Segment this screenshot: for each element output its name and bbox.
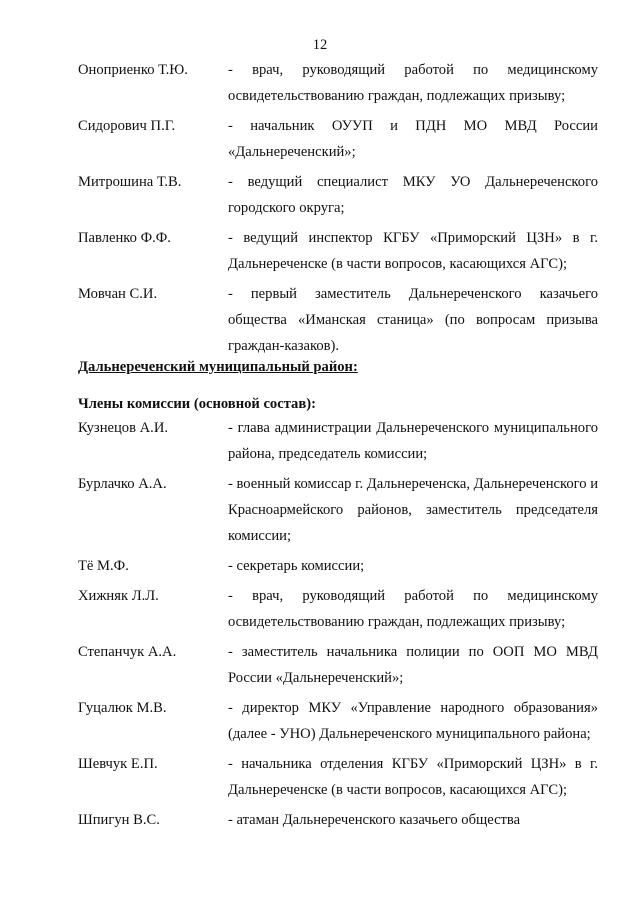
entry-name: Тё М.Ф.: [78, 558, 129, 574]
entry-desc: - начальник ОУУП и ПДН МО МВД России «Дальнереченский»;: [228, 118, 598, 160]
entry-name: Мовчан С.И.: [78, 286, 158, 302]
entry: [78, 169, 598, 221]
entry-name: Митрошина Т.В.: [78, 174, 182, 190]
entry-desc: - глава администрации Дальнереченского муниципального района, председатель комиссии;: [228, 420, 598, 462]
entry: [78, 225, 598, 277]
entry-desc: - ведущий инспектор КГБУ «Приморский ЦЗН» в г. Дальнереченске (в части вопросов, касающихся АГС);: [228, 230, 598, 272]
entry-name: Бурлачко А.А.: [78, 476, 167, 492]
entry-desc: - первый заместитель Дальнереченского казачьего общества «Иманская станица» (по вопросам призыва граждан-казаков).: [228, 286, 598, 354]
entry-name: Степанчук А.А.: [78, 644, 177, 660]
entry-desc: - директор МКУ «Управление народного образования» (далее - УНО) Дальнереченского муниципального района;: [228, 700, 598, 742]
entry: [78, 751, 598, 803]
entry: [78, 113, 598, 165]
entry-desc: - врач, руководящий работой по медицинскому освидетельствованию граждан, подлежащих призыву;: [228, 62, 598, 104]
entry-name: Павленко Ф.Ф.: [78, 230, 171, 246]
entry-name: Оноприенко Т.Ю.: [78, 62, 188, 78]
entry-desc: - военный комиссар г. Дальнереченска, Дальнереченского и Красноармейского районов, заместитель председателя комиссии;: [228, 476, 599, 544]
entry: [78, 639, 598, 691]
entry-name: Гуцалюк М.В.: [78, 700, 167, 716]
entry: [78, 415, 598, 467]
entry: [78, 553, 598, 579]
entry-name: Сидорович П.Г.: [78, 118, 176, 134]
entry: [78, 583, 598, 635]
sub-heading: Члены комиссии (основной состав):: [78, 396, 316, 412]
entry: [78, 281, 598, 359]
entry-desc: - ведущий специалист МКУ УО Дальнереченского городского округа;: [228, 174, 598, 216]
entry-name: Шпигун В.С.: [78, 812, 160, 828]
entry-name: Шевчук Е.П.: [78, 756, 158, 772]
entry-desc: - секретарь комиссии;: [228, 558, 365, 574]
entry-desc: - врач, руководящий работой по медицинскому освидетельствованию граждан, подлежащих призыву;: [228, 588, 598, 630]
entry: [78, 695, 598, 747]
entry: [78, 57, 598, 109]
entry-name: Кузнецов А.И.: [78, 420, 169, 436]
entry: [78, 471, 598, 549]
entry: [78, 807, 598, 833]
entry-desc: - заместитель начальника полиции по ООП МО МВД России «Дальнереченский»;: [228, 644, 598, 686]
top-entries: [78, 57, 598, 359]
entry-name: Хижняк Л.Л.: [78, 588, 159, 604]
page-number: 12: [312, 37, 328, 53]
bottom-entries: [78, 415, 598, 833]
entry-desc: - начальника отделения КГБУ «Приморский ЦЗН» в г. Дальнереченске (в части вопросов, касающихся АГС);: [228, 756, 598, 798]
entry-desc: - атаман Дальнереченского казачьего общества: [228, 812, 521, 828]
section-heading: Дальнереченский муниципальный район:: [78, 359, 358, 375]
